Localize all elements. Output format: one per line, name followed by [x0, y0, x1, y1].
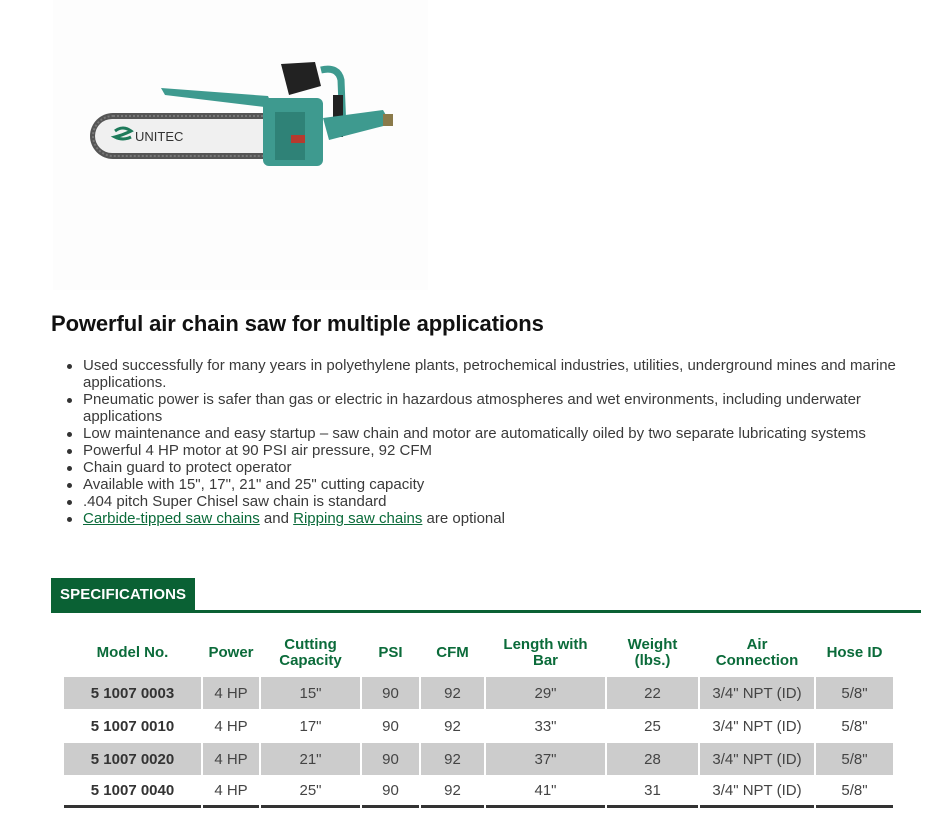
cell-cutting-capacity: 17"	[261, 709, 360, 742]
cell-power: 4 HP	[203, 676, 259, 709]
header-power: Power	[208, 644, 254, 661]
feature-list	[64, 357, 924, 527]
table-row	[64, 709, 893, 742]
header-psi: PSI	[378, 644, 403, 661]
cell-power: 4 HP	[203, 709, 259, 742]
cell-weight: 25	[607, 709, 698, 742]
cell-weight: 28	[607, 742, 698, 775]
feature-item: Used successfully for many years in polyethylene plants, petrochemical industries, utilities, underground mines and marine applications.	[64, 357, 924, 391]
table-row	[64, 676, 893, 709]
cell-weight: 31	[607, 775, 698, 808]
table-row	[64, 775, 893, 808]
cell-psi: 90	[362, 775, 419, 808]
cell-length-with-bar: 37"	[486, 742, 605, 775]
feature-item: Chain guard to protect operator	[64, 459, 924, 476]
cell-air-connection: 3/4" NPT (ID)	[700, 676, 814, 709]
cell-model-no: 5 1007 0020	[64, 742, 201, 775]
carbide-tipped-saw-chains-link[interactable]: Carbide-tipped saw chains	[83, 510, 260, 527]
cell-power: 4 HP	[203, 775, 259, 808]
header-weight: Weight (lbs.)	[627, 636, 678, 669]
header-air-connection: Air Connection	[715, 636, 799, 669]
feature-item: Pneumatic power is safer than gas or electric in hazardous atmospheres and wet environments, including underwater applications	[64, 391, 924, 425]
cell-cutting-capacity: 21"	[261, 742, 360, 775]
cell-air-connection: 3/4" NPT (ID)	[700, 742, 814, 775]
cell-psi: 90	[362, 742, 419, 775]
cell-hose-id: 5/8"	[816, 676, 893, 709]
ripping-saw-chains-link[interactable]: Ripping saw chains	[293, 510, 423, 527]
header-cutting-capacity: Cutting Capacity	[279, 636, 342, 669]
cell-hose-id: 5/8"	[816, 709, 893, 742]
header-length-with-bar: Length with Bar	[503, 636, 588, 669]
cell-psi: 90	[362, 676, 419, 709]
cell-length-with-bar: 41"	[486, 775, 605, 808]
cell-cfm: 92	[421, 742, 484, 775]
cell-length-with-bar: 33"	[486, 709, 605, 742]
feature-item: .404 pitch Super Chisel saw chain is standard	[64, 493, 924, 510]
header-cfm: CFM	[436, 644, 469, 661]
header-hose-id: Hose ID	[826, 644, 883, 661]
cell-cfm: 92	[421, 775, 484, 808]
cell-cfm: 92	[421, 676, 484, 709]
product-image	[53, 0, 428, 290]
cell-air-connection: 3/4" NPT (ID)	[700, 709, 814, 742]
feature-item-optional-chains	[64, 510, 924, 527]
cell-cutting-capacity: 25"	[261, 775, 360, 808]
cell-model-no: 5 1007 0003	[64, 676, 201, 709]
cell-hose-id: 5/8"	[816, 775, 893, 808]
specifications-tab[interactable]: SPECIFICATIONS	[51, 578, 195, 611]
cell-cfm: 92	[421, 709, 484, 742]
table-header-row	[64, 630, 893, 676]
specifications-table	[62, 630, 895, 808]
cell-cutting-capacity: 15"	[261, 676, 360, 709]
cell-model-no: 5 1007 0040	[64, 775, 201, 808]
cell-air-connection: 3/4" NPT (ID)	[700, 775, 814, 808]
feature-item: Powerful 4 HP motor at 90 PSI air pressure, 92 CFM	[64, 442, 924, 459]
feature-item: Low maintenance and easy startup – saw chain and motor are automatically oiled by two separate lubricating systems	[64, 425, 924, 442]
feature-tail-text: are optional	[422, 510, 505, 527]
table-row	[64, 742, 893, 775]
feature-connector-text: and	[259, 510, 294, 527]
page-title: Powerful air chain saw for multiple applications	[51, 311, 544, 336]
cell-hose-id: 5/8"	[816, 742, 893, 775]
cell-weight: 22	[607, 676, 698, 709]
svg-text:UNITEC: UNITEC	[135, 129, 184, 144]
header-model-no: Model No.	[96, 644, 169, 661]
feature-item: Available with 15", 17", 21" and 25" cutting capacity	[64, 476, 924, 493]
cell-power: 4 HP	[203, 742, 259, 775]
cell-model-no: 5 1007 0010	[64, 709, 201, 742]
cell-psi: 90	[362, 709, 419, 742]
cell-length-with-bar: 29"	[486, 676, 605, 709]
chainsaw-illustration	[53, 0, 428, 290]
specifications-divider	[51, 610, 921, 613]
